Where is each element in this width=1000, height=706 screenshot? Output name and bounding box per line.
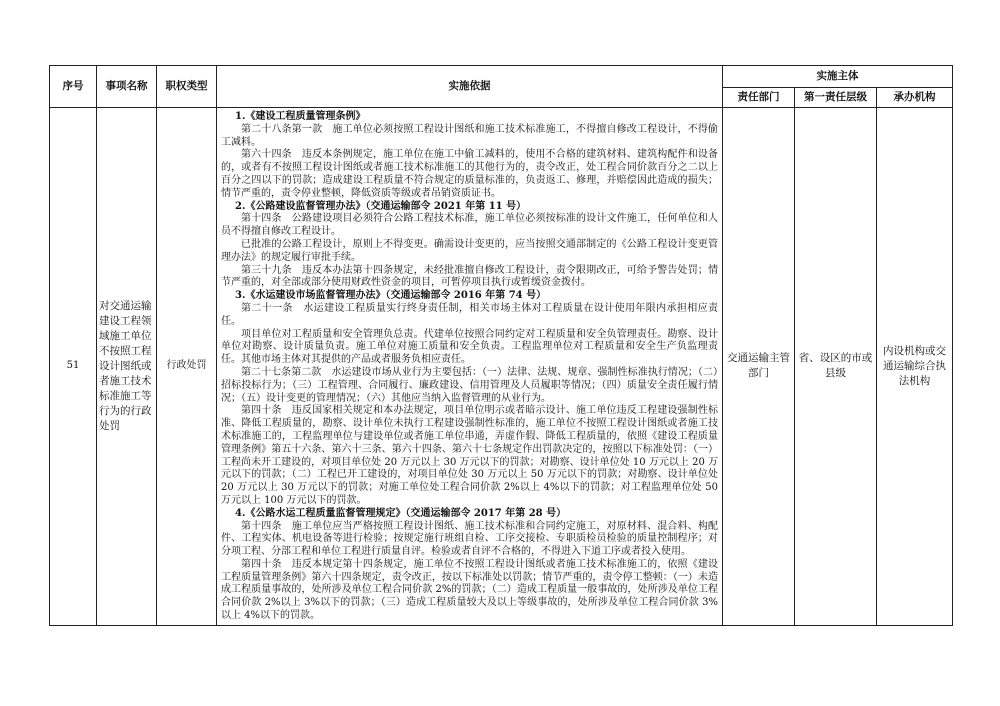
header-agency: 承办机构 (877, 88, 953, 108)
basis-paragraph: 第十四条 公路建设项目必须符合公路工程技术标准，施工单位必须按标准的设计文件施工，任何单位和人员不得擅自修改工程设计。 (221, 213, 718, 238)
basis-paragraph: 1.《建设工程质量管理条例》 (235, 111, 366, 122)
basis-paragraph: 已批准的公路工程设计，原则上不得变更。确需设计变更的，应当按照交通部制定的《公路工程设计变更管理办法》的规定履行审批手续。 (221, 238, 718, 263)
row-basis (217, 108, 723, 626)
basis-paragraph: 第十四条 施工单位应当严格按照工程设计图纸、施工技术标准和合同约定施工，对原材料、混合料、构配件、工程实体、机电设备等进行检验；按规定施行班组自检、工序交接检、专职质检员检验的质量控制程序；对分项工程、分部工程和单位工程进行质量自评。检验或者自评不合格的，不得进入下道工序或者投入使用。 (221, 520, 718, 558)
header-subject: 实施主体 (723, 66, 953, 88)
basis-paragraph: 第三十九条 违反本办法第十四条规定，未经批准擅自修改工程设计，责令限期改正，可给予警告处罚；情节严重的，对全部或部分使用财政性资金的项目，可暂停项目执行或暂缓资金拨付。 (221, 264, 718, 289)
basis-paragraph: 第二十八条第一款 施工单位必须按照工程设计图纸和施工技术标准施工，不得擅自修改工程设计，不得偷工减料。 (221, 123, 718, 148)
basis-paragraph: 第六十四条 违反本条例规定，施工单位在施工中偷工减料的，使用不合格的建筑材料、建筑构配件和设备的，或者有不按照工程设计图纸或者施工技术标准施工的其他行为的，责令改正，处工程合同价款百分之二以上百分之四以下的罚款；造成建设工程质量不符合规定的质量标准的，负责返工、修理，并赔偿因此造成的损失；情节严重的，责令停业整顿，降低资质等级或者吊销资质证书。 (221, 149, 718, 199)
row-level: 省、设区的市或县级 (795, 108, 877, 626)
basis-paragraph: 第四十条 违反本规定第十四条规定，施工单位不按照工程设计图纸或者施工技术标准施工的，依照《建设工程质量管理条例》第六十四条规定，责令改正，按以下标准处以罚款；情节严重的，责令停工整顿：（一）未造成工程质量事故的，处所涉及单位工程合同价款 2%的罚款；（二）造成工程质量一般事故的，处所涉及单位工程合同价款 2%以上 3%以下的罚款；（三）造成工程质量较大及以上等级事故的，处所涉及单位工程合同价款 3%以上 4%以下的罚款。 (221, 558, 718, 622)
basis-paragraph: 第二十七条第二款 水运建设市场从业行为主要包括：（一）法律、法规、规章、强制性标准执行情况；（二）招标投标行为；（三）工程管理、合同履行、廉政建设、信用管理及人员履职等情况；（四）质量安全责任履行情况；（五）设计变更的管理情况；（六）其他应当纳入监督管理的从业行为。 (221, 366, 718, 404)
enforcement-table (49, 65, 953, 626)
header-dept: 责任部门 (723, 88, 795, 108)
row-power-type: 行政处罚 (157, 108, 217, 626)
basis-paragraph: 项目单位对工程质量和安全管理负总责。代建单位按照合同约定对工程质量和安全负管理责任。勘察、设计单位对勘察、设计质量负责。施工单位对施工质量和安全负责。工程监理单位对工程质量和安全生产负监理责任。其他市场主体对其提供的产品或者服务负相应责任。 (221, 328, 718, 366)
header-item-name: 事项名称 (97, 66, 157, 108)
table-row (50, 108, 953, 626)
row-agency: 内设机构或交通运输综合执法机构 (877, 108, 953, 626)
basis-paragraph: 3.《水运建设市场监督管理办法》（交通运输部令 2016 年第 74 号） (235, 290, 547, 302)
row-dept: 交通运输主管部门 (723, 108, 795, 626)
header-seq: 序号 (50, 66, 97, 108)
basis-paragraph: 2.《公路建设监督管理办法》（交通运输部令 2021 年第 11 号） (235, 200, 527, 212)
row-item-name: 对交通运输建设工程领域施工单位不按照工程设计图纸或者施工技术标准施工等行为的行政处罚 (97, 108, 157, 626)
header-level: 第一责任层级 (795, 88, 877, 108)
header-power-type: 职权类型 (157, 66, 217, 108)
basis-paragraph: 第二十一条 水运建设工程质量实行终身责任制，相关市场主体对工程质量在设计使用年限内承担相应责任。 (221, 302, 718, 327)
row-seq: 51 (50, 108, 97, 626)
basis-paragraph: 4.《公路水运工程质量监督管理规定》（交通运输部令 2017 年第 28 号） (235, 507, 567, 519)
basis-paragraph: 第四十条 违反国家相关规定和本办法规定，项目单位明示或者暗示设计、施工单位违反工程建设强制性标准、降低工程质量的，勘察、设计单位未执行工程建设强制性标准的，施工单位不按照工程设计图纸或者施工技术标准施工的，工程监理单位与建设单位或者施工单位串通，弄虚作假、降低工程质量的，依照《建设工程质量管理条例》第五十六条、第六十三条、第六十四条、第六十七条规定作出罚款决定的，按照以下标准处罚：（一）工程尚未开工建设的，对项目单位处 20 万元以上 30 万元以下的罚款；对勘察、设计单位处 10 万元以上 20 万元以下的罚款；（二）工程已开工建设的，对项目单位处 30 万元以上 50 万元以下的罚款；对勘察、设计单位处 20 万元以上 30 万元以下的罚款；对施工单位处工程合同价款 2%以上 4%以下的罚款；对工程监理单位处 50 万元以上 100 万元以下的罚款。 (221, 405, 718, 506)
header-basis: 实施依据 (217, 66, 723, 108)
